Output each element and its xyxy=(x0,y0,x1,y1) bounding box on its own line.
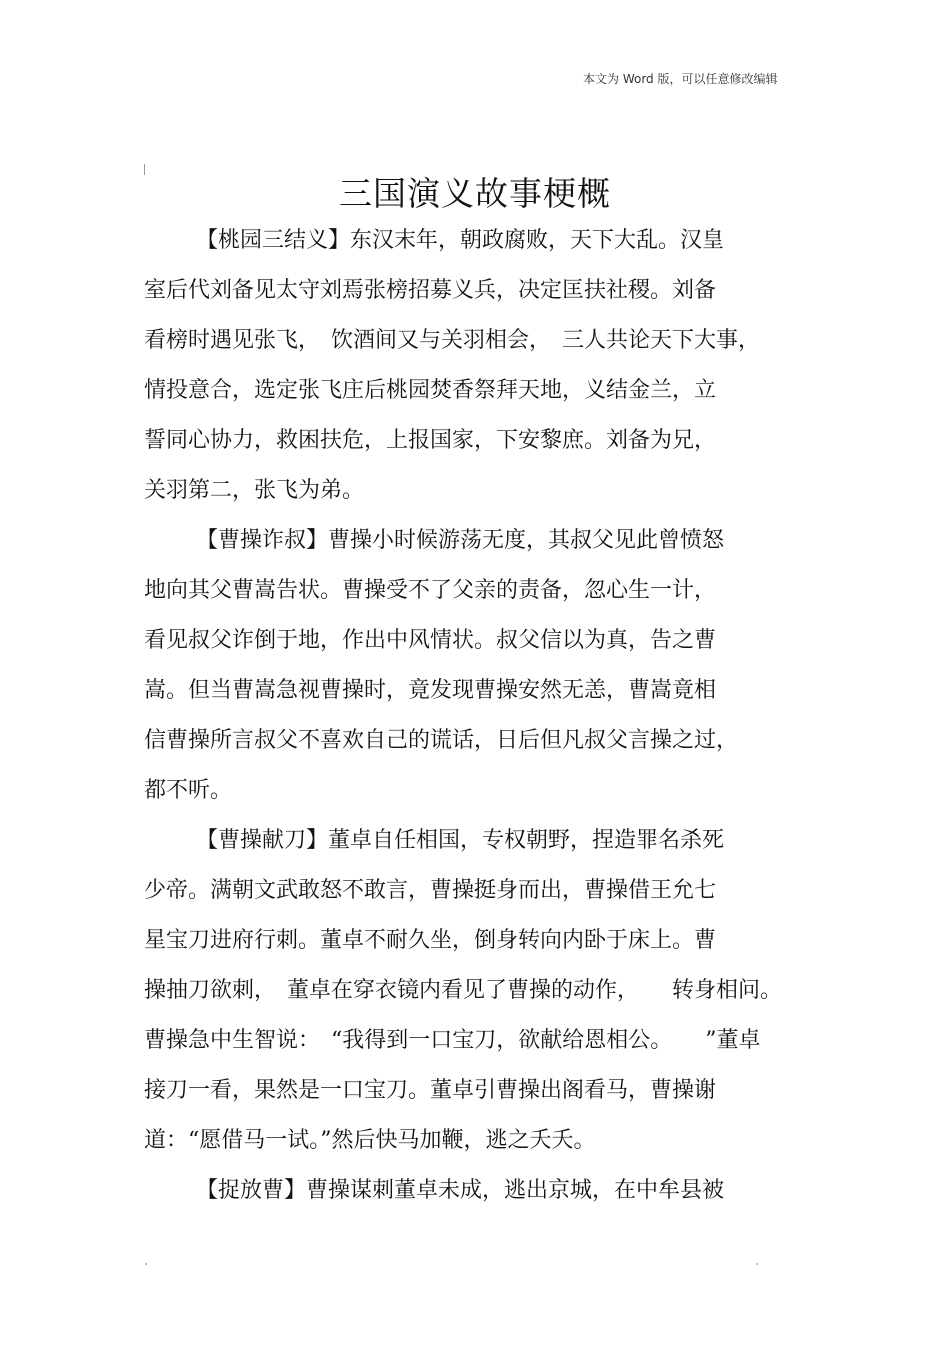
paragraph-1-line-4: 情投意合，选定张飞庄后桃园焚香祭拜天地，义结金兰，立 xyxy=(144,378,717,403)
footer-dot-left xyxy=(145,1263,147,1265)
paragraph-2-line-6: 都不听。 xyxy=(144,778,233,803)
paragraph-3-line-7: 道：“愿借马一试。”然后快马加鞭，逃之夭夭。 xyxy=(144,1128,596,1153)
paragraph-1-line-1: 【桃园三结义】东汉末年，朝政腐败，天下大乱。汉皇 xyxy=(196,228,725,253)
paragraph-2-line-2: 地向其父曹嵩告状。曹操受不了父亲的责备，忽心生一计， xyxy=(144,578,717,603)
paragraph-3-line-4: 操抽刀欲刺， 董卓在穿衣镜内看见了曹操的动作， 转身相问。 xyxy=(144,978,783,1003)
paragraph-4-line-1: 【捉放曹】曹操谋刺董卓未成，逃出京城，在中牟县被 xyxy=(196,1178,725,1203)
paragraph-3-line-5: 曹操急中生智说： “我得到一口宝刀，欲献给恩相公。 ”董卓 xyxy=(144,1028,761,1053)
paragraph-1-line-2: 室后代刘备见太守刘焉张榜招募义兵，决定匡扶社稷。刘备 xyxy=(144,278,717,303)
page-title: 三国演义故事梗概 xyxy=(339,174,611,213)
paragraph-2-line-1: 【曹操诈叔】曹操小时候游荡无度，其叔父见此曾愤怒 xyxy=(196,528,725,553)
paragraph-3-line-1: 【曹操献刀】董卓自任相国，专权朝野，捏造罪名杀死 xyxy=(196,828,725,853)
paragraph-2-line-3: 看见叔父诈倒于地，作出中风情状。叔父信以为真，告之曹 xyxy=(144,628,717,653)
paragraph-3-line-6: 接刀一看，果然是一口宝刀。董卓引曹操出阁看马，曹操谢 xyxy=(144,1078,717,1103)
paragraph-2-line-4: 嵩。但当曹嵩急视曹操时，竟发现曹操安然无恙，曹嵩竟相 xyxy=(144,678,717,703)
footer-dot-right xyxy=(756,1263,758,1265)
paragraph-3-line-2: 少帝。满朝文武敢怒不敢言，曹操挺身而出，曹操借王允七 xyxy=(144,878,717,903)
paragraph-1-line-6: 关羽第二，张飞为弟。 xyxy=(144,478,365,503)
header-note: 本文为 Word 版，可以任意修改编辑 xyxy=(583,72,778,86)
paragraph-3-line-3: 星宝刀进府行刺。董卓不耐久坐，倒身转向内卧于床上。曹 xyxy=(144,928,717,953)
paragraph-2-line-5: 信曹操所言叔父不喜欢自己的谎话，日后但凡叔父言操之过， xyxy=(144,728,739,753)
paragraph-1-line-5: 誓同心协力，救困扶危，上报国家，下安黎庶。刘备为兄， xyxy=(144,428,717,453)
paragraph-1-line-3: 看榜时遇见张飞， 饮酒间又与关羽相会， 三人共论天下大事， xyxy=(144,328,761,353)
